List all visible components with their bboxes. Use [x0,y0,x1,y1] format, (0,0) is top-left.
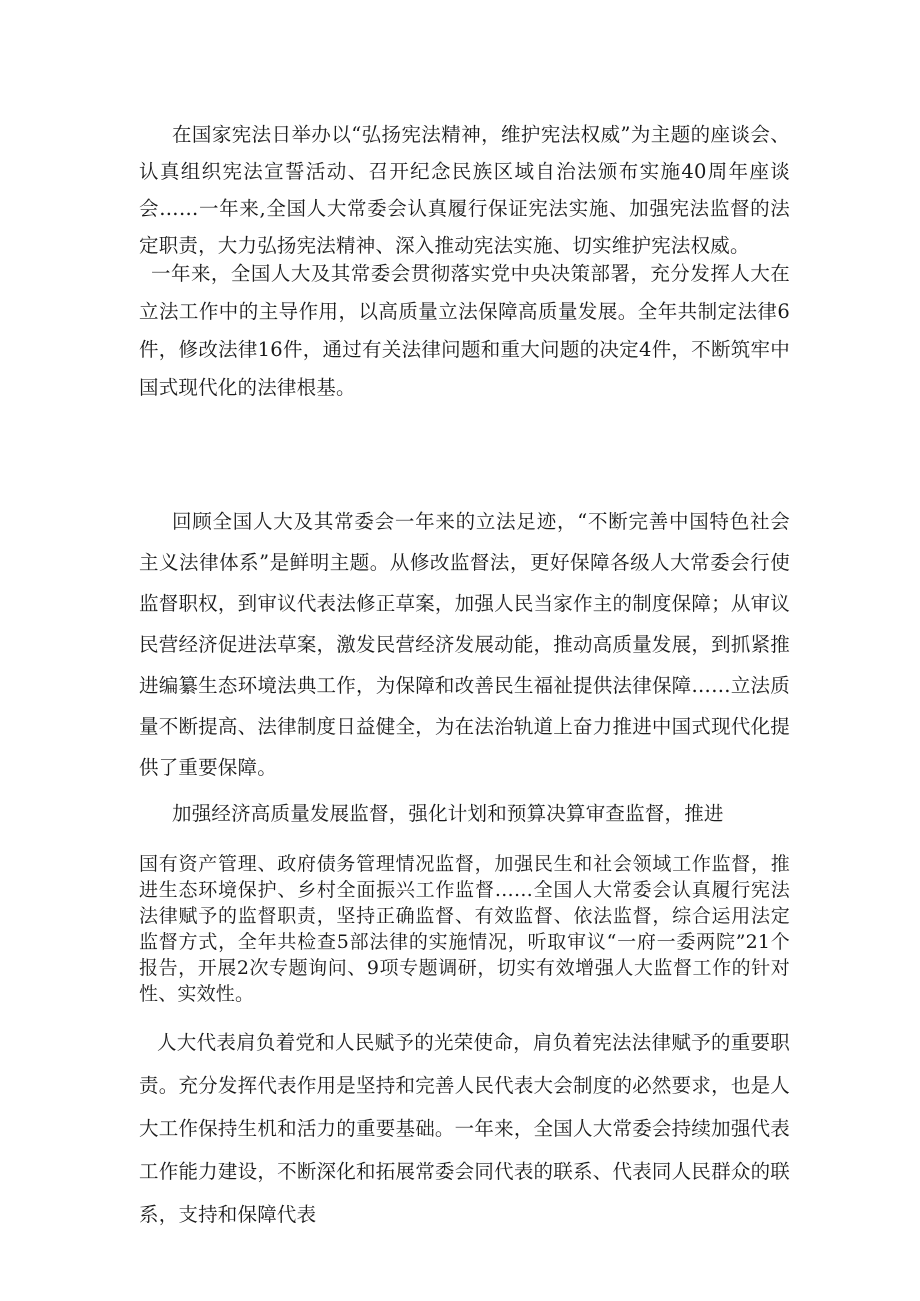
paragraph-legislative-review: 回顾全国人大及其常委会一年来的立法足迹，“不断完善中国特色社会主义法律体系”是鲜明主题。从修改监督法，更好保障各级人大常委会行使监督职权，到审议代表法修正草案，加强人民当家作主的制度保障；从审议民营经济促进法草案，激发民营经济发展动能，推动高质量发展，到抓紧推进编纂生态环境法典工作，为保障和改善民生福祉提供法律保障……立法质量不断提高、法律制度日益健全，为在法治轨道上奋力推进中国式现代化提供了重要保障。 [139,510,790,779]
paragraph-legislation-count: 一年来，全国人大及其常委会贯彻落实党中央决策部署，充分发挥人大在立法工作中的主导作用，以高质量立法保障高质量发展。全年共制定法律6件，修改法律16件，通过有关法律问题和重大问题的决定4件，不断筑牢中国式现代化的法律根基。 [139,262,790,399]
paragraph-deputies: 人大代表肩负着党和人民赋予的光荣使命，肩负着宪法法律赋予的重要职责。充分发挥代表作用是坚持和完善人民代表大会制度的必然要求，也是人大工作保持生机和活力的重要基础。一年来，全国人大常委会持续加强代表工作能力建设，不断深化和拓展常委会同代表的联系、代表同人民群众的联系，支持和保障代表 [139,1031,790,1226]
paragraph-supervision-intro: 加强经济高质量发展监督，强化计划和预算决算审查监督，推进 [172,802,724,825]
paragraph-supervision-body: 国有资产管理、政府债务管理情况监督，加强民生和社会领域工作监督，推进生态环境保护、乡村全面振兴工作监督……全国人大常委会认真履行宪法法律赋予的监督职责，坚持正确监督、有效监督、依法监督，综合运用法定监督方式，全年共检查5部法律的实施情况，听取审议“一府一委两院”21个报告，开展2次专题询问、9项专题调研，切实有效增强人大监督工作的针对性、实效性。 [139,853,790,1005]
paragraph-constitution-day: 在国家宪法日举办以“弘扬宪法精神，维护宪法权威”为主题的座谈会、认真组织宪法宣誓活动、召开纪念民族区域自治法颁布实施40周年座谈会……一年来,全国人大常委会认真履行保证宪法实施、加强宪法监督的法定职责，大力弘扬宪法精神、深入推动宪法实施、切实维护宪法权威。 [139,123,790,257]
